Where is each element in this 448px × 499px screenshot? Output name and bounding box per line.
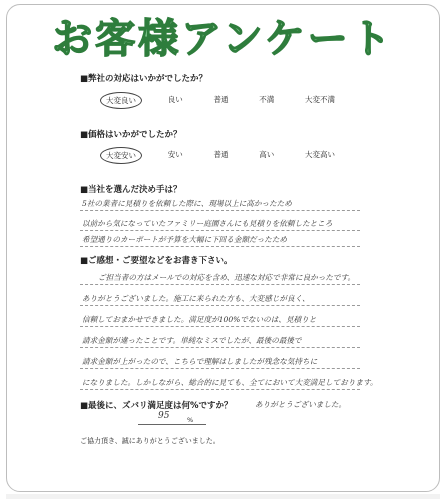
- reason-answer-line: 以前から気になっていたファミリー庭園さんにも見積りを依頼したところ: [82, 219, 333, 228]
- service-option-2[interactable]: 良い: [167, 95, 183, 104]
- page-bottom-strip: [6, 494, 440, 499]
- answer-rule: [80, 368, 360, 369]
- service-options: [100, 92, 340, 109]
- comment-answer-line: 請求金額が違ったことです。単純なミスでしたが、最後の最後で: [82, 336, 302, 345]
- comment-answer-line: ありがとうございました。施工に来られた方も、大変感じが良く、: [82, 294, 310, 303]
- survey-title: お客様アンケート: [52, 16, 394, 62]
- question-service: ■弊社の対応はいかがでしたか？: [80, 74, 208, 84]
- question-price: ■価格はいかがでしたか？: [80, 130, 182, 140]
- answer-rule: [80, 210, 360, 211]
- answer-rule: [80, 305, 360, 306]
- percent-unit: %: [187, 416, 194, 424]
- service-option-4[interactable]: 不満: [259, 95, 275, 104]
- answer-rule: [80, 284, 360, 285]
- question-reason: ■当社を選んだ決め手は？: [80, 185, 182, 195]
- comment-answer-line: 請求金額が上がったので、こちらで理解はしましたが残念な気持ちに: [82, 357, 318, 366]
- price-option-2[interactable]: 安い: [167, 150, 183, 159]
- comment-answer-line: になりました。しかしながら、総合的に見ても、全てにおいて大変満足しております。: [82, 378, 378, 387]
- footer-thanks: ご協力頂き、誠にありがとうございました。: [80, 437, 220, 445]
- comment-answer-line: ご担当者の方はメールでの対応を含め、迅速な対応で非常に良かったです。: [98, 273, 356, 282]
- survey-card: [6, 4, 440, 492]
- answer-rule: [80, 230, 360, 231]
- reason-answer-line: 希望通りのカーポートが予算を大幅に下回る金額だったため: [82, 235, 288, 244]
- satisfaction-value[interactable]: 95: [158, 411, 170, 421]
- answer-rule: [80, 347, 360, 348]
- question-satisfaction: ■最後に、ズバリ満足度は何%ですか？: [80, 401, 233, 411]
- satisfaction-note: ありがとうございました。: [255, 400, 347, 409]
- answer-rule: [80, 389, 360, 390]
- price-option-4[interactable]: 高い: [259, 150, 275, 159]
- service-option-3[interactable]: 普通: [213, 95, 229, 104]
- price-option-5[interactable]: 大変高い: [305, 150, 335, 159]
- reason-answer-line: 5社の業者に見積りを依頼した際に、現場以上に高かったため: [82, 199, 292, 208]
- answer-rule: [80, 246, 360, 247]
- comment-answer-line: 信頼しておまかせできました。満足度が100%でないのは、見積りと: [82, 315, 317, 324]
- question-comments: ■ご感想・ご要望などをお書き下さい。: [80, 256, 233, 266]
- price-option-1[interactable]: 大変安い: [100, 147, 142, 164]
- service-option-5[interactable]: 大変不満: [305, 95, 335, 104]
- satisfaction-underline: [138, 424, 206, 425]
- service-option-1[interactable]: 大変良い: [100, 92, 142, 109]
- price-option-3[interactable]: 普通: [213, 150, 229, 159]
- answer-rule: [80, 326, 360, 327]
- price-options: [100, 147, 340, 164]
